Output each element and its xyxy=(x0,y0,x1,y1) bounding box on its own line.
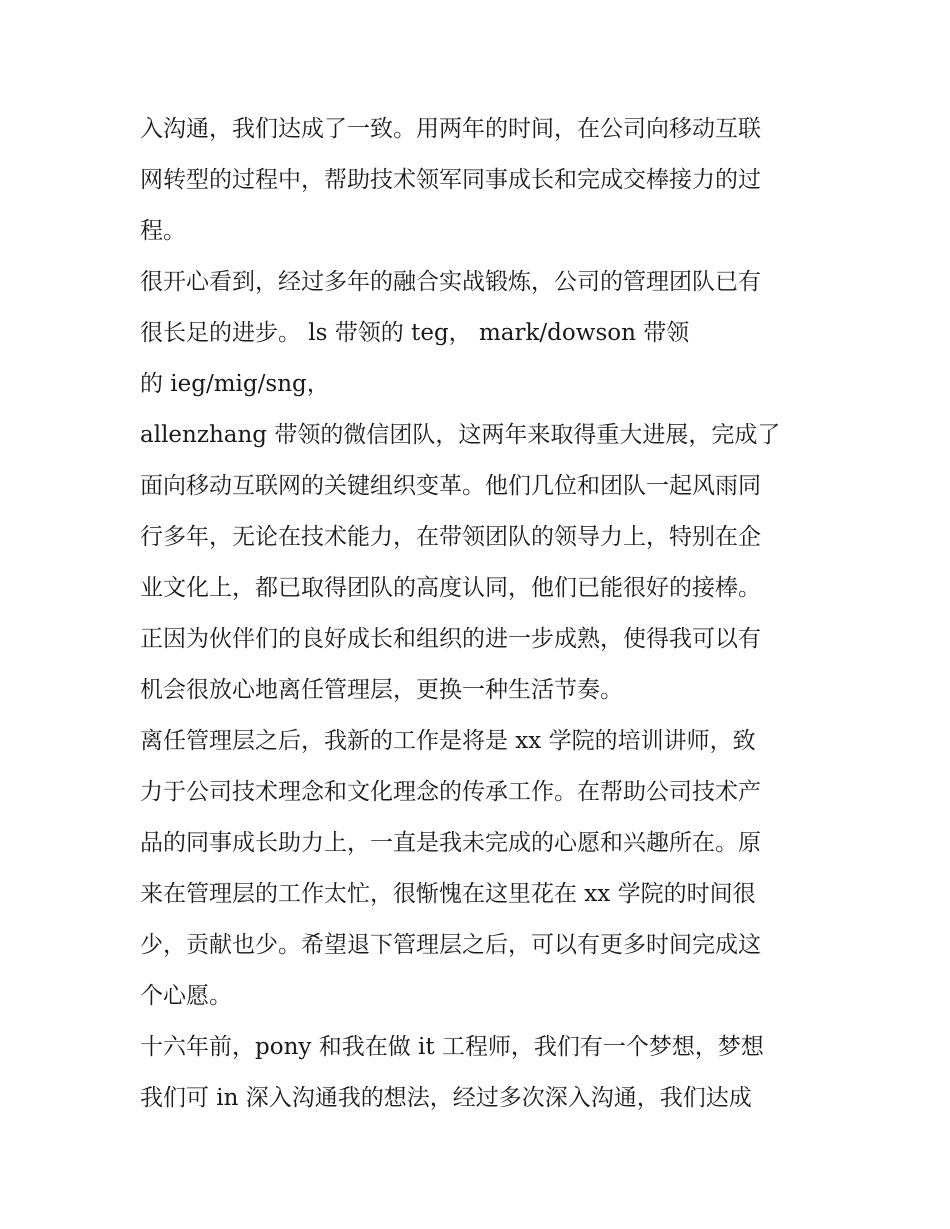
text-line: 入沟通，我们达成了一致。用两年的时间，在公司向移动互联 xyxy=(140,116,761,142)
text-line: 十六年前，pony 和我在做 it 工程师，我们有一个梦想，梦想 xyxy=(140,1034,764,1060)
text-line: 品的同事成长助力上，一直是我未完成的心愿和兴趣所在。原 xyxy=(140,830,761,856)
text-line: 业文化上，都已取得团队的高度认同，他们已能很好的接棒。 xyxy=(140,575,761,601)
text-line: 个心愿。 xyxy=(140,983,232,1009)
text-line: 的 ieg/mig/sng， xyxy=(140,371,330,397)
text-line: 面向移动互联网的关键组织变革。他们几位和团队一起风雨同 xyxy=(140,473,761,499)
text-line: 很开心看到，经过多年的融合实战锻炼，公司的管理团队已有 xyxy=(140,269,761,295)
text-line: 来在管理层的工作太忙，很惭愧在这里花在 xx 学院的时间很 xyxy=(140,881,756,907)
text-line: 行多年，无论在技术能力，在带领团队的领导力上，特别在企 xyxy=(140,524,761,550)
text-line: 我们可 in 深入沟通我的想法，经过多次深入沟通，我们达成 xyxy=(140,1085,752,1111)
text-line: 很长足的进步。 ls 带领的 teg， mark/dowson 带领 xyxy=(140,320,690,346)
text-line: 正因为伙伴们的良好成长和组织的进一步成熟，使得我可以有 xyxy=(140,626,761,652)
text-line: 力于公司技术理念和文化理念的传承工作。在帮助公司技术产 xyxy=(140,779,761,805)
text-line: 离任管理层之后，我新的工作是将是 xx 学院的培训讲师，致 xyxy=(140,728,756,754)
text-line: 网转型的过程中，帮助技术领军同事成长和完成交棒接力的过 xyxy=(140,167,761,193)
text-line: allenzhang 带领的微信团队，这两年来取得重大进展，完成了 xyxy=(140,422,781,448)
text-line: 程。 xyxy=(140,218,186,244)
text-line: 少，贡献也少。希望退下管理层之后，可以有更多时间完成这 xyxy=(140,932,761,958)
text-line: 机会很放心地离任管理层，更换一种生活节奏。 xyxy=(140,677,623,703)
body-text xyxy=(140,104,820,1124)
